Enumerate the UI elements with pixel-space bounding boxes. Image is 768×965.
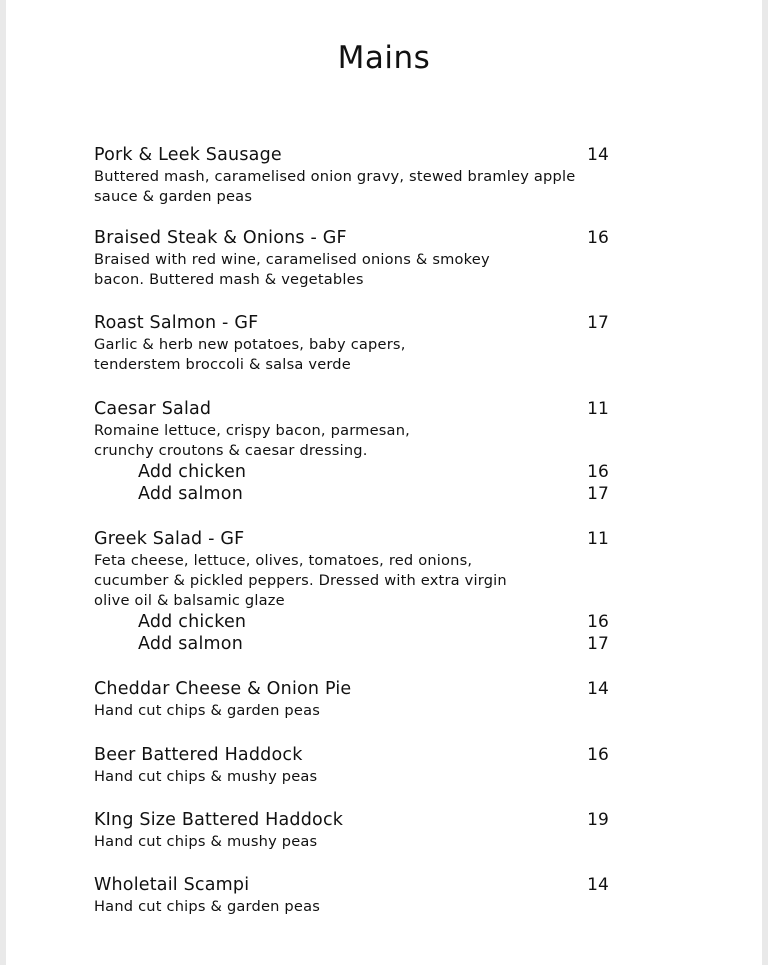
item-description: Hand cut chips & garden peas xyxy=(94,702,321,719)
item-addon xyxy=(94,483,654,505)
addon-name: Add salmon xyxy=(138,634,243,654)
item-description: Romaine lettuce, crispy bacon, parmesan, crunchy croutons & caesar dressing. xyxy=(94,422,410,459)
menu-item xyxy=(94,398,654,505)
addon-price: 16 xyxy=(587,612,609,632)
item-price: 11 xyxy=(587,529,609,549)
item-description: Buttered mash, caramelised onion gravy, stewed bramley apple sauce & garden peas xyxy=(94,168,576,205)
menu-item xyxy=(94,227,654,290)
item-name: KIng Size Battered Haddock xyxy=(94,810,344,830)
item-description: Hand cut chips & garden peas xyxy=(94,898,321,915)
item-name: Beer Battered Haddock xyxy=(94,745,303,765)
item-name: Pork & Leek Sausage xyxy=(94,145,282,165)
menu-item xyxy=(94,744,654,787)
addon-price: 17 xyxy=(587,634,609,654)
addon-price: 17 xyxy=(587,484,609,504)
addon-name: Add salmon xyxy=(138,484,243,504)
menu-item xyxy=(94,874,654,917)
item-name: Caesar Salad xyxy=(94,399,212,419)
item-description: Feta cheese, lettuce, olives, tomatoes, red onions, cucumber & pickled peppers. Dressed with extra virgin olive oil & balsamic glaze xyxy=(94,552,507,609)
menu-item xyxy=(94,144,654,207)
item-price: 17 xyxy=(587,313,609,333)
item-description: Hand cut chips & mushy peas xyxy=(94,833,318,850)
item-price: 14 xyxy=(587,875,609,895)
addon-name: Add chicken xyxy=(138,612,247,632)
item-name: Cheddar Cheese & Onion Pie xyxy=(94,679,352,699)
menu-page xyxy=(6,0,762,965)
item-name: Roast Salmon - GF xyxy=(94,313,259,333)
menu-item xyxy=(94,312,654,375)
addon-price: 16 xyxy=(587,462,609,482)
item-name: Wholetail Scampi xyxy=(94,875,250,895)
menu-title: Mains xyxy=(337,40,431,76)
item-addon xyxy=(94,611,654,633)
item-description: Garlic & herb new potatoes, baby capers, tenderstem broccoli & salsa verde xyxy=(94,336,406,373)
item-name: Greek Salad - GF xyxy=(94,529,245,549)
item-price: 19 xyxy=(587,810,609,830)
menu-item xyxy=(94,528,654,655)
addon-name: Add chicken xyxy=(138,462,247,482)
item-addon xyxy=(94,633,654,655)
item-description: Hand cut chips & mushy peas xyxy=(94,768,318,785)
item-price: 16 xyxy=(587,745,609,765)
item-price: 14 xyxy=(587,679,609,699)
menu-item xyxy=(94,678,654,721)
item-addon xyxy=(94,461,654,483)
item-price: 16 xyxy=(587,228,609,248)
item-description: Braised with red wine, caramelised onions & smokey bacon. Buttered mash & vegetables xyxy=(94,251,490,288)
item-name: Braised Steak & Onions - GF xyxy=(94,228,347,248)
item-price: 14 xyxy=(587,145,609,165)
menu-item xyxy=(94,809,654,852)
item-price: 11 xyxy=(587,399,609,419)
